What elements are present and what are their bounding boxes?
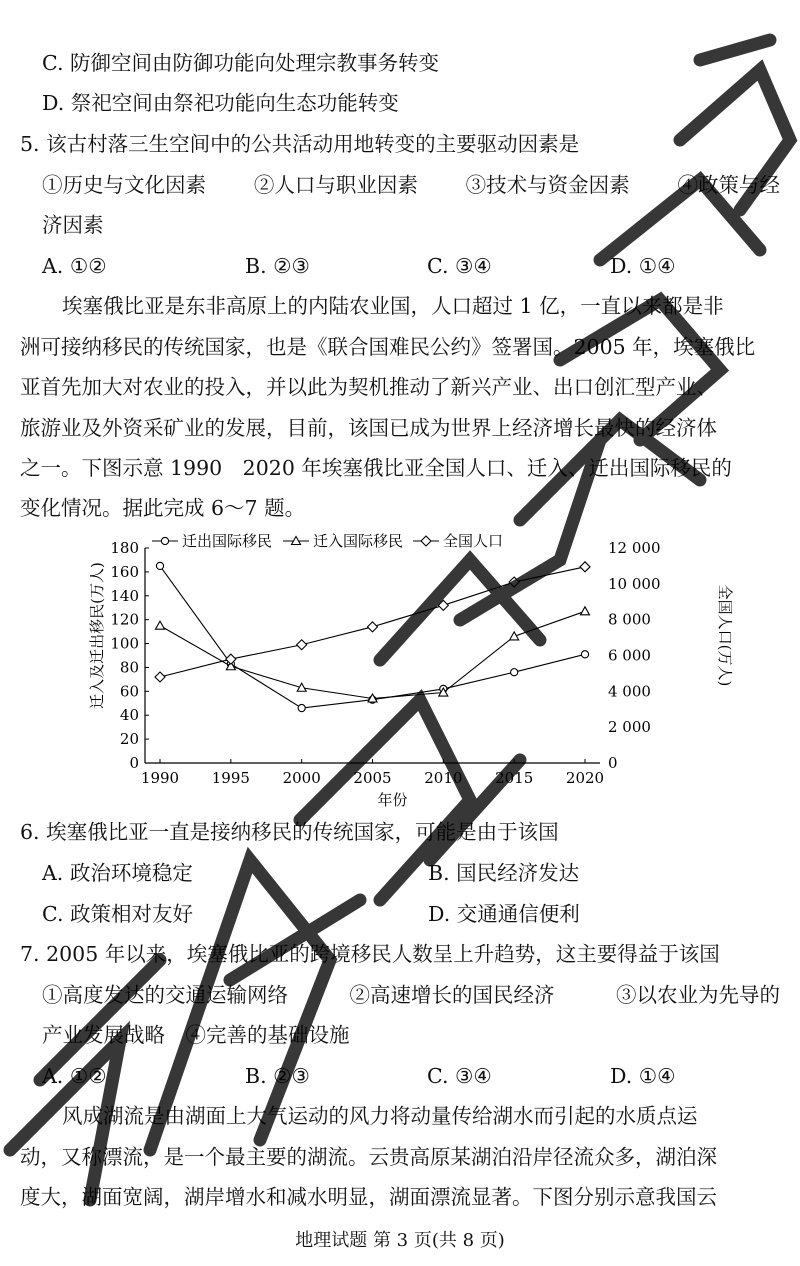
passage2-line: 风成湖流是由湖面上大气运动的风力将动量传给湖水而引起的水质点运	[62, 1104, 698, 1128]
q7-option-d: D. ①④	[610, 1064, 676, 1088]
legend-marker-circle	[161, 537, 168, 544]
left-tick-label: 140	[110, 586, 139, 605]
data-point-diamond	[580, 562, 590, 572]
right-tick-label: 2 000	[608, 718, 651, 737]
left-axis-label: 迁入及迁出移民(万人)	[88, 562, 106, 709]
data-point-circle	[511, 669, 518, 676]
passage1-line: 埃塞俄比亚是东非高原上的内陆农业国，人口超过 1 亿，一直以来都是非	[62, 294, 724, 318]
passage1-line: 洲可接纳移民的传统国家，也是《联合国难民公约》签署国。2005 年，埃塞俄比	[20, 335, 756, 359]
right-tick-label: 12 000	[608, 539, 661, 557]
left-tick-label: 120	[110, 610, 139, 629]
q6-option-c: C. 政策相对友好	[42, 902, 193, 926]
data-point-diamond	[438, 600, 448, 610]
q4-option-d: D. 祭祀空间由祭祀功能向生态功能转变	[42, 91, 399, 115]
x-axis-label: 年份	[377, 791, 408, 809]
passage1-line: 亚首先加大对农业的投入，并以此为契机推动了新兴产业、出口创汇型产业、	[20, 375, 717, 399]
passage1-line: 变化情况。据此完成 6～7 题。	[20, 496, 306, 520]
page-footer: 地理试题 第 3 页(共 8 页)	[295, 1230, 505, 1251]
data-point-diamond	[368, 622, 378, 632]
q7-stem: 7. 2005 年以来，埃塞俄比亚的跨境移民人数呈上升趋势，这主要得益于该国	[20, 942, 720, 966]
q7-factors-line1	[42, 985, 780, 1006]
x-tick-label: 1990	[140, 769, 180, 787]
right-tick-label: 8 000	[608, 610, 651, 629]
q5-factor: ②人口与职业因素	[253, 173, 418, 197]
x-tick-label: 2020	[565, 769, 605, 787]
q7-factor: ③以农业为先导的	[616, 983, 780, 1007]
q5-stem: 5. 该古村落三生空间中的公共活动用地转变的主要驱动因素是	[20, 132, 580, 156]
q7-factor: ①高度发达的交通运输网络	[42, 983, 288, 1007]
q7-option-b: B. ②③	[245, 1064, 310, 1088]
x-tick-label: 1995	[211, 769, 250, 787]
x-tick-label: 2005	[353, 769, 392, 787]
q5-factor: ④政策与经	[677, 173, 780, 197]
left-tick-label: 40	[119, 706, 139, 725]
data-point-triangle	[156, 621, 165, 629]
left-tick-label: 0	[129, 754, 139, 772]
q5-option-d: D. ①④	[610, 254, 676, 278]
right-tick-label: 0	[608, 754, 618, 772]
migration-population-chart	[80, 528, 740, 813]
data-point-circle	[298, 704, 305, 711]
legend-label: 迁出国际移民	[182, 532, 273, 550]
q5-factors-line2: 济因素	[42, 213, 104, 237]
passage2-line: 动，又称漂流，是一个最主要的湖流。云贵高原某湖泊沿岸径流众多，湖泊深	[20, 1145, 717, 1169]
q6-option-b: B. 国民经济发达	[428, 861, 580, 885]
series-line-circle	[160, 566, 585, 708]
q7-factors-line2: 产业发展战略 ④完善的基础设施	[42, 1023, 350, 1047]
right-tick-label: 6 000	[608, 646, 651, 665]
right-tick-label: 4 000	[608, 682, 651, 701]
passage1-line: 旅游业及外资采矿业的发展，目前，该国已成为世界上经济增长最快的经济体	[20, 416, 717, 440]
left-tick-label: 180	[110, 539, 139, 557]
right-axis-label: 全国人口(万人)	[716, 584, 734, 687]
data-point-diamond	[297, 640, 307, 650]
data-point-diamond	[155, 672, 165, 682]
legend-label: 全国人口	[443, 532, 504, 550]
data-point-circle	[581, 651, 588, 658]
left-tick-label: 100	[110, 634, 139, 653]
q5-option-c: C. ③④	[427, 254, 492, 278]
q6-stem: 6. 埃塞俄比亚一直是接纳移民的传统国家，可能是由于该国	[20, 820, 559, 844]
legend-marker-diamond	[421, 536, 431, 546]
data-point-diamond	[509, 577, 519, 587]
passage2-line: 度大，湖面宽阔，湖岸增水和减水明显，湖面漂流显著。下图分别示意我国云	[20, 1185, 717, 1209]
data-point-circle	[156, 562, 163, 569]
q5-option-a: A. ①②	[42, 254, 107, 278]
q6-option-d: D. 交通通信便利	[428, 902, 580, 926]
x-tick-label: 2015	[495, 769, 534, 787]
q5-factor: ③技术与资金因素	[465, 173, 630, 197]
data-point-triangle	[581, 607, 590, 615]
legend-label: 迁入国际移民	[313, 532, 404, 550]
q7-factor: ②高速增长的国民经济	[349, 983, 555, 1007]
right-tick-label: 10 000	[608, 574, 661, 593]
q5-option-b: B. ②③	[245, 254, 310, 278]
q7-option-a: A. ①②	[42, 1064, 107, 1088]
x-tick-label: 2000	[282, 769, 321, 787]
q6-option-a: A. 政治环境稳定	[42, 861, 193, 885]
left-tick-label: 60	[119, 682, 139, 701]
data-point-triangle	[510, 632, 519, 640]
x-tick-label: 2010	[424, 769, 463, 787]
q5-factor: ①历史与文化因素	[42, 173, 206, 197]
left-tick-label: 160	[110, 562, 139, 581]
q5-factors-line1	[42, 175, 780, 196]
passage1-line: 之一。下图示意 1990 2020 年埃塞俄比亚全国人口、迁入、迁出国际移民的	[20, 456, 732, 480]
left-tick-label: 80	[119, 658, 139, 677]
left-tick-label: 20	[119, 730, 139, 749]
q7-option-c: C. ③④	[427, 1064, 492, 1088]
q4-option-c: C. 防御空间由防御功能向处理宗教事务转变	[42, 51, 439, 75]
